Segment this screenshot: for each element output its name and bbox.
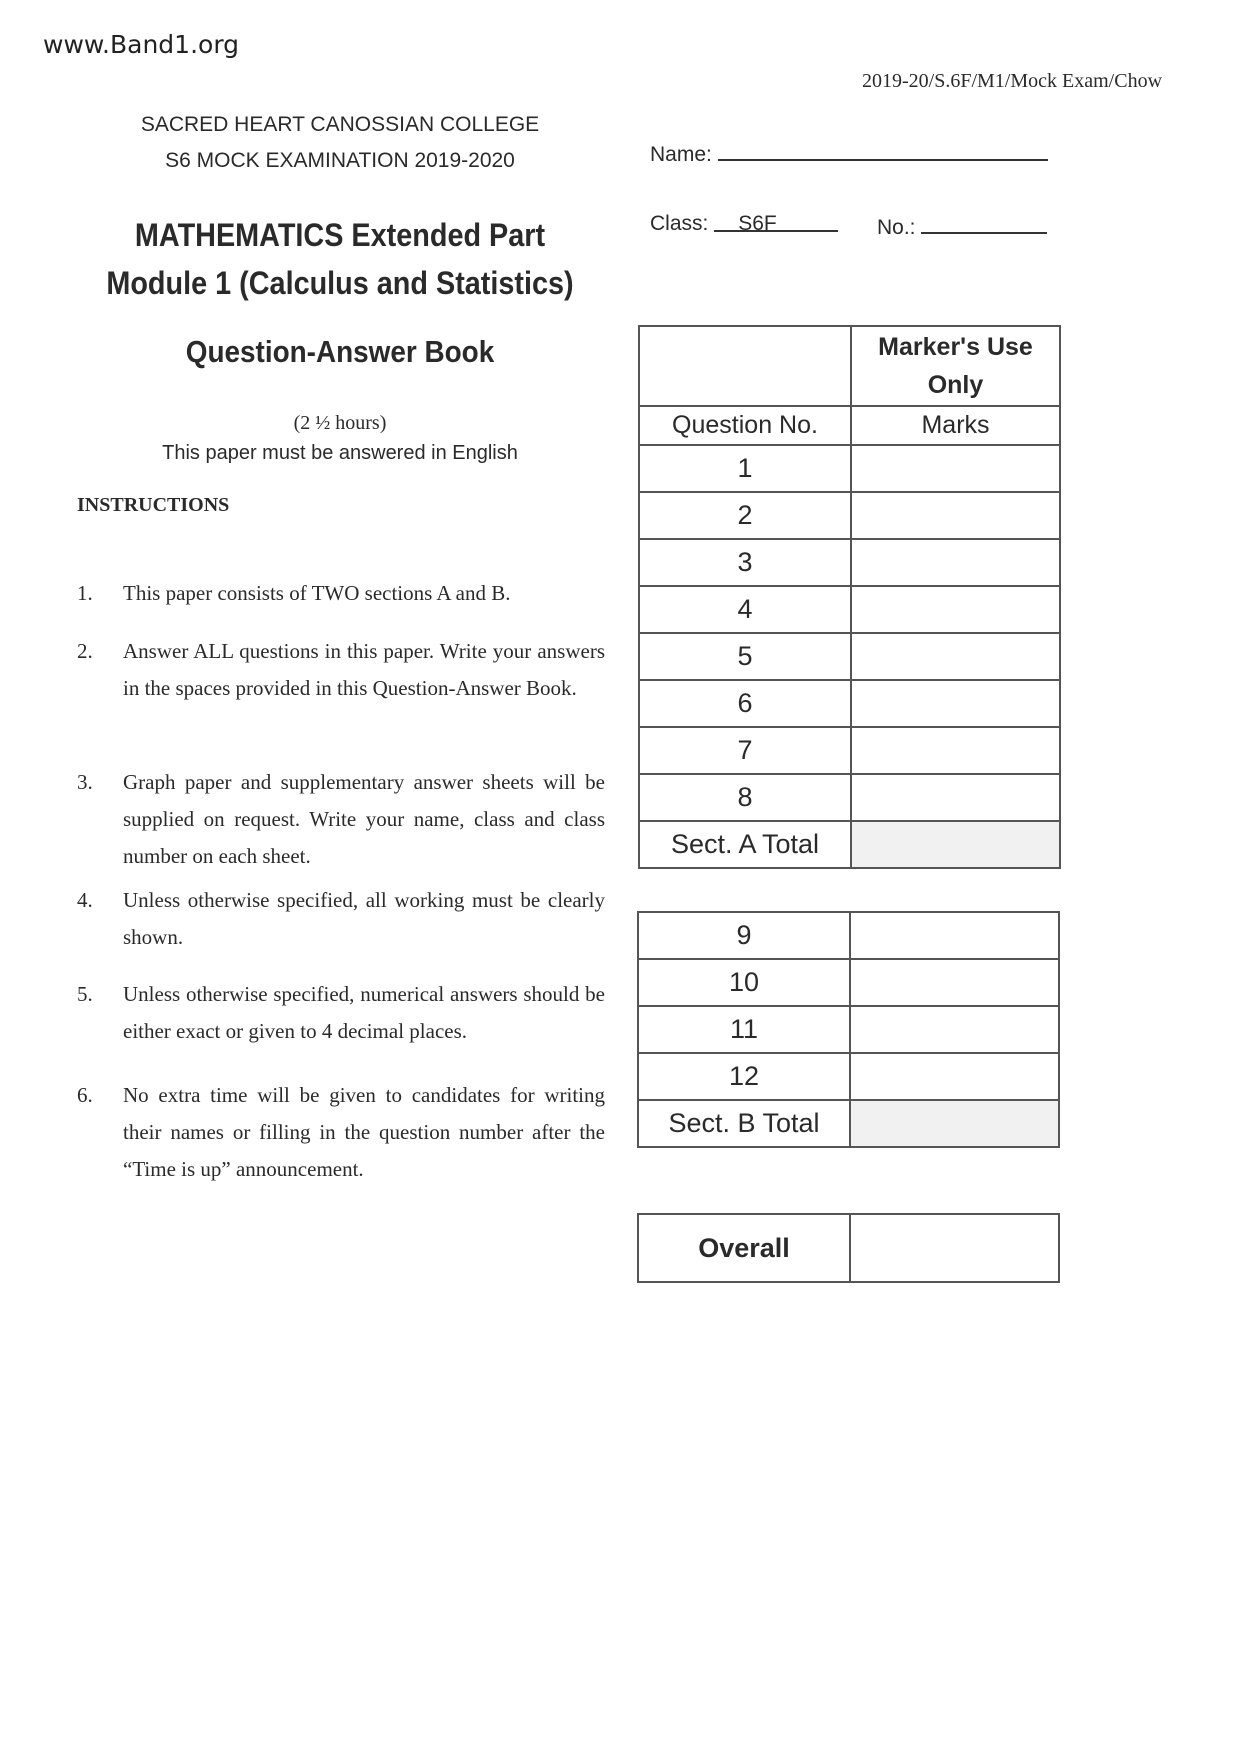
instruction-item: [77, 633, 605, 707]
overall-label: Overall: [638, 1214, 850, 1282]
table-row: [639, 727, 1060, 774]
question-no-header: Question No.: [639, 406, 851, 445]
section-b-total-label: Sect. B Total: [638, 1100, 850, 1147]
question-number: 5: [639, 633, 851, 680]
instruction-text: Unless otherwise specified, numerical answers should be either exact or given to 4 decimal places.: [123, 982, 605, 1043]
table-row: [639, 680, 1060, 727]
marks-cell[interactable]: [850, 1006, 1059, 1053]
marks-cell[interactable]: [850, 912, 1059, 959]
number-field[interactable]: [877, 212, 1047, 240]
table-row: [639, 586, 1060, 633]
name-line[interactable]: [718, 139, 1048, 161]
marks-cell[interactable]: [851, 727, 1060, 774]
question-number: 11: [638, 1006, 850, 1053]
marker-use-header: Marker's Use Only: [851, 326, 1060, 406]
number-label: No.:: [877, 216, 916, 239]
instruction-text: Unless otherwise specified, all working must be clearly shown.: [123, 888, 605, 949]
watermark: www.Band1.org: [43, 30, 240, 59]
name-label: Name:: [650, 143, 712, 166]
marks-cell[interactable]: [850, 959, 1059, 1006]
question-number: 12: [638, 1053, 850, 1100]
instruction-text: Answer ALL questions in this paper. Write your answers in the spaces provided in this Question-Answer Book.: [123, 639, 605, 700]
table-row: [638, 1006, 1059, 1053]
instruction-number: 2.: [77, 639, 93, 663]
instruction-item: [77, 764, 605, 875]
instruction-text: Graph paper and supplementary answer sheets will be supplied on request. Write your name, class and class number on each sheet.: [123, 770, 605, 868]
instruction-text: No extra time will be given to candidates for writing their names or filling in the question number after the “Time is up” announcement.: [123, 1083, 605, 1181]
marks-cell[interactable]: [851, 445, 1060, 492]
marker-table-section-a: [638, 325, 1061, 869]
question-number: 4: [639, 586, 851, 633]
overall-cell[interactable]: [850, 1214, 1059, 1282]
class-label: Class:: [650, 212, 709, 235]
duration: (2 ½ hours): [293, 412, 387, 434]
question-number: 2: [639, 492, 851, 539]
instruction-item: [77, 976, 605, 1050]
instruction-text: This paper consists of TWO sections A and B.: [123, 581, 511, 605]
instructions-heading: INSTRUCTIONS: [77, 494, 230, 516]
subject-title: MATHEMATICS Extended Part: [134, 217, 546, 253]
table-row: [638, 912, 1059, 959]
instruction-number: 5.: [77, 982, 93, 1006]
section-a-total-cell[interactable]: [851, 821, 1060, 868]
table-row: [638, 959, 1059, 1006]
module-title: Module 1 (Calculus and Statistics): [106, 265, 574, 301]
name-field[interactable]: [650, 139, 1048, 167]
instruction-number: 1.: [77, 581, 93, 605]
question-number: 6: [639, 680, 851, 727]
question-number: 7: [639, 727, 851, 774]
marks-cell[interactable]: [850, 1053, 1059, 1100]
school-name: SACRED HEART CANOSSIAN COLLEGE: [140, 113, 540, 136]
book-title: Question-Answer Book: [185, 334, 495, 369]
question-number: 10: [638, 959, 850, 1006]
question-number: 1: [639, 445, 851, 492]
table-row: [639, 774, 1060, 821]
instruction-item: [77, 1077, 605, 1188]
instruction-number: 4.: [77, 888, 93, 912]
section-b-total-cell[interactable]: [850, 1100, 1059, 1147]
table-row: [639, 445, 1060, 492]
marks-cell[interactable]: [851, 633, 1060, 680]
class-field[interactable]: [650, 212, 838, 236]
question-number: 9: [638, 912, 850, 959]
marks-cell[interactable]: [851, 586, 1060, 633]
class-value[interactable]: S6F: [714, 212, 838, 232]
number-line[interactable]: [921, 212, 1047, 234]
instruction-item: [77, 575, 605, 612]
instruction-item: [77, 882, 605, 956]
table-row: [639, 539, 1060, 586]
table-row: [639, 633, 1060, 680]
marks-header: Marks: [851, 406, 1060, 445]
question-number: 3: [639, 539, 851, 586]
table-row: [638, 1053, 1059, 1100]
instruction-number: 6.: [77, 1083, 93, 1107]
language-note: This paper must be answered in English: [162, 442, 518, 464]
marker-table-section-b: [637, 911, 1060, 1148]
marks-cell[interactable]: [851, 774, 1060, 821]
section-a-total-label: Sect. A Total: [639, 821, 851, 868]
table-row: [639, 492, 1060, 539]
instruction-number: 3.: [77, 770, 93, 794]
marks-cell[interactable]: [851, 539, 1060, 586]
exam-name: S6 MOCK EXAMINATION 2019-2020: [165, 149, 515, 172]
marks-cell[interactable]: [851, 680, 1060, 727]
question-number: 8: [639, 774, 851, 821]
overall-table: [637, 1213, 1060, 1283]
marks-cell[interactable]: [851, 492, 1060, 539]
document-code: 2019-20/S.6F/M1/Mock Exam/Chow: [862, 70, 1163, 92]
